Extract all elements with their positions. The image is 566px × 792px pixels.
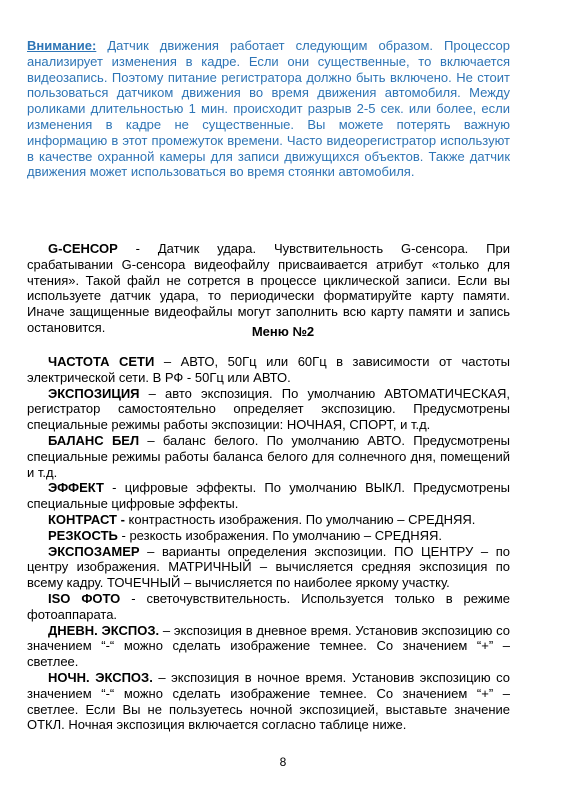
menu-item-text: – варианты определения экспозиции. ПО ЦЕНТРУ – по центру изображения. МАТРИЧНЫЙ – вычисляется средняя экспозиция по всему кадру. ТОЧЕЧНЫЙ – вычисляется по наиболее яркому участку.	[27, 543, 510, 591]
menu-item-term: РЕЗКОСТЬ	[48, 527, 118, 543]
page-number: 8	[279, 755, 287, 769]
menu-item-term: ДНЕВН. ЭКСПОЗ.	[48, 622, 160, 638]
menu-item-term: КОНТРАСТ -	[48, 511, 125, 527]
menu-item	[27, 670, 510, 733]
menu-item	[27, 512, 510, 528]
menu-item-text: – баланс белого. По умолчанию АВТО. Предусмотрены специальные режимы работы баланса белого для солнечного дня, помещений и т.д.	[27, 432, 510, 480]
menu-item-term: НОЧН. ЭКСПОЗ.	[48, 669, 153, 685]
menu-item	[27, 591, 510, 623]
menu-item-term: БАЛАНС БЕЛ	[48, 432, 140, 448]
menu-item-text: – АВТО, 50Гц или 60Гц в зависимости от частоты электрической сети. В РФ - 50Гц или АВТО.	[27, 354, 510, 385]
menu-item-text: - светочувствительность. Используется только в режиме фотоаппарата.	[27, 590, 510, 622]
motion-sensor-warning	[27, 38, 510, 180]
menu-title: Меню №2	[251, 324, 315, 339]
menu-item	[27, 480, 510, 512]
menu-item	[27, 354, 510, 386]
menu-item-term: ЧАСТОТА СЕТИ	[48, 354, 155, 369]
menu-item-text: - цифровые эффекты. По умолчанию ВЫКЛ. Предусмотрены специальные цифровые эффекты.	[27, 480, 510, 512]
menu-item-term: ЭФФЕКТ	[48, 480, 104, 496]
menu-item	[27, 433, 510, 480]
g-sensor-paragraph	[27, 241, 510, 336]
menu-item	[27, 623, 510, 670]
g-sensor-text: - Датчик удара. Чувствительность G-сенсора. При срабатывании G-сенсора видеофайлу присваивается атрибут «только для чтения». Такой файл не сотрется в процессе циклической записи. Если вы используете датчик удара, то периодически форматируйте карту памяти. Иначе защищенные видеофайлы могут заполнить всю карту памяти и запись остановится.	[27, 241, 510, 335]
menu-item-text: – экспозиция в дневное время. Установив экспозицию со значением “-“ можно сделать изображение темнее. Со значением “+” – светлее.	[27, 622, 510, 670]
menu-item-term: ЭКСПОЗАМЕР	[48, 543, 140, 559]
menu-item-text: контрастность изображения. По умолчанию – СРЕДНЯЯ.	[124, 511, 476, 527]
warning-label: Внимание:	[27, 38, 97, 53]
menu-items-list	[27, 354, 510, 733]
menu-item-text: - резкость изображения. По умолчанию – СРЕДНЯЯ.	[117, 527, 443, 543]
menu-item-text: – авто экспозиция. По умолчанию АВТОМАТИЧЕСКАЯ, регистратор самостоятельно определяет экспозицию. Предусмотрены специальные режимы работы экспозиции: НОЧНАЯ, СПОРТ, и т.д.	[27, 385, 510, 433]
menu-item-text: – экспозиция в ночное время. Установив экспозицию со значением “-“ можно сделать изображение темнее. Со значением “+” – светлее. Если Вы не пользуетесь ночной экспозицией, выставьте значение ОТКЛ. Ночная экспозиция включается согласно таблице ниже.	[27, 669, 511, 733]
menu-item	[27, 386, 510, 433]
menu-item-term: ЭКСПОЗИЦИЯ	[48, 385, 140, 401]
menu-item	[27, 528, 510, 544]
g-sensor-term: G-СЕНСОР	[48, 241, 118, 256]
warning-text: Датчик движения работает следующим образом. Процессор анализирует изменения в кадре. Если они существенные, то включается видеозапись. Поэтому питание регистратора должно быть включено. Не стоит пользоваться датчиком движения во время движения автомобиля. Между роликами длительностью 1 мин. происходит разрыв 2-5 сек. или более, если изменения в кадре не существенные. Вы можете потерять важную информацию в этот промежуток времени. Часто видеорегистратор используют в качестве охранной камеры для записи движущихся объектов. Также датчик движения может использоваться во время стоянки автомобиля.	[27, 38, 510, 180]
menu-item-term: ISO ФОТО	[48, 590, 121, 606]
menu-item	[27, 544, 510, 591]
